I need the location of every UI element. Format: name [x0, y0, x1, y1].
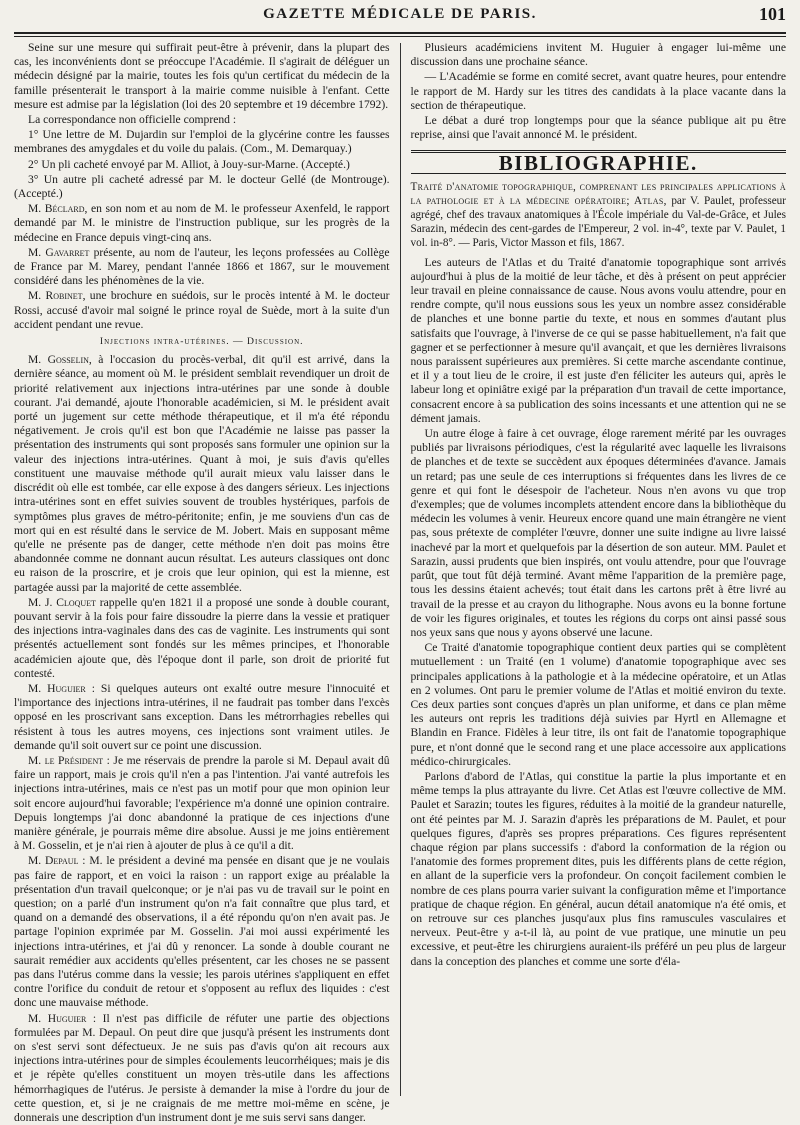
paragraph: La correspondance non officielle comprend : [28, 113, 237, 127]
paragraph [14, 289, 390, 332]
paragraph: Seine sur une mesure qui suffirait peut-être à prévenir, dans la plupart des cas, les inconvénients dont se préoccupe l'Académie. Il s'agirait de déléguer un médecin désigné par la mairie, toutes les fois qu'un certificat du médecin de la famille présenterait le transport à la mairie comme nuisible à l'enfant. Cette mesure est admise par la législation (loi des 20 septembre et 19 décembre 1792). [14, 41, 390, 111]
paragraph-text: en son nom et au nom de M. le professeur Axenfeld, le rapport demandé par M. le ministre de l'instruction publique, sur les progrès de la médecine en France depuis vingt-cinq ans. [14, 202, 390, 244]
section-heading: Injections intra-utérines. — Discussion. [99, 336, 304, 348]
paragraph: Le débat a duré trop longtemps pour que la séance publique ait pu être reprise, ainsi que l'avait annoncé M. le président. [410, 114, 786, 142]
bibliography-heading: BIBLIOGRAPHIE. [411, 150, 787, 173]
paragraph: Les auteurs de l'Atlas et du Traité d'anatomie topographique sont arrivés aujourd'hui à plus de la moitié de leur tâche, et dès à présent on peut apprécier leur travail en pleine connaissance de cause. Nous avons voulu attendre, pour en rendre compte, qu'il nous eussions sous les yeux un nombre assez considérable de planches et une bonne partie du texte, et nous en sommes d'autant plus satisfaits que l'ouvrage, à l'inverse de ce qui se passe habituellement, n'a fait que gagner et se perfectionner à mesure qu'il avançait, et que les dernières livraisons nous paraissent supérieures aux premières. Si cette marche ascendante continue, et il y a tout lieu de le croire, il est juste d'en féliciter les auteurs qui, après le labeur long et opiniâtre exigé par la préparation d'un travail de cette importance, consacrent encore à sa publication des soins incessants et une attention qui ne se dément jamais. [410, 255, 786, 425]
paragraph [14, 682, 390, 753]
paragraph [14, 202, 390, 245]
book-details: par V. Paulet, professeur agrégé, chef des travaux anatomiques à l'École impériale du Val-de-Grâce, et Jules Sarazin, médecin des cent-gardes de l'Empereur, 2 vol. in-4°, texte par V. Paulet, 1 vol. in-8°. — Paris, Victor Masson et fils, 1867. [410, 194, 786, 249]
paragraph [14, 1012, 390, 1125]
paragraph: 2° Un pli cacheté envoyé par M. Alliot, à Jouy-sur-Marne. (Accepté.) [28, 157, 350, 171]
paragraph [14, 353, 390, 594]
paragraph [14, 596, 390, 681]
paragraph-text: une brochure en suédois, sur le procès intenté à M. le docteur Rossi, accusé d'avoir mal soigné le prince royal de Suède, mort à la suite d'un accident pendant une revue. [14, 289, 390, 331]
text-columns [14, 41, 786, 1125]
paragraph: Ce Traité d'anatomie topographique contient deux parties qui se complètent mutuellement : un Traité (en 1 volume) d'anatomie topographique avec ses principales applications à la pathologie et à la médecine opératoire, et un Atlas en 2 volumes. Ont paru le premier volume de l'Atlas et moitié environ du texte. Ces deux parties sont conçues d'après un plan uniforme, et dans ce plan même les auteurs ont repris les traditions déjà suivies par Hyrtl en Allemagne et Blandin en France. Fidèles à leur titre, ils ont fait de l'anatomie topographique pure, et n'ont donné que le second rang et une place accessoire aux applications médico-chirurgicales. [410, 641, 786, 768]
paragraph-text: Si quelques auteurs ont exalté outre mesure l'innocuité et l'importance des injections intra-utérines, il ne faudrait pas tomber dans l'excès opposé en les proscrivant sans exception. Dans les métrorrhagies rebelles qui résistent à tous les autres moyens, ces injections sont vraiment utiles. Je demande qu'il soit ouvert sur ce point une discussion. [14, 681, 390, 752]
paragraph [14, 246, 390, 289]
header-rule [14, 36, 786, 37]
speaker-name: M. Depaul : [28, 854, 86, 868]
paragraph-text: Je me réservais de prendre la parole si M. Depaul avait dû faire un rapport, mais je crois qu'il n'en a pas l'intention. J'ai vanté autrefois les injections intra-utérines, mais ce n'est pas un motif pour que mon opinion leur soit encore aujourd'hui favorable; l'expérience m'a donné une opinion contraire. Depuis longtemps j'ai donc abandonné la pratique de ces injections d'une manière générale, je pourrais même dire absolue. Aussi je me joins entièrement à M. Gosselin, et je n'ai rien à ajouter de plus à ce qu'il a dit. [14, 753, 390, 853]
speaker-name: M. Béclard, [28, 202, 88, 216]
paragraph: — L'Académie se forme en comité secret, avant quatre heures, pour entendre le rapport de M. Hardy sur les titres des candidats à la place vacante dans la section de thérapeutique. [410, 70, 786, 112]
speaker-name: M. Gavarret [28, 245, 90, 259]
speaker-name: M. Gosselin, [28, 353, 92, 367]
speaker-name: M. Huguier : [28, 1011, 97, 1025]
paragraph: Parlons d'abord de l'Atlas, qui constitue la partie la plus importante et en même temps la plus attrayante du livre. Cet Atlas est l'œuvre collective de MM. Paulet et Sarazin; toutes les figures, réduites à la moitié de la grandeur naturelle, ont été peintes par M. J. Sarazin d'après les préparations de M. Paulet, et pour quelques figures, d'après ses propres préparations. Ces figures représentent chaque région par plans successifs : d'abord la conformation de la région ou l'anatomie des formes proprement dites, puis les différents plans de cette région, en allant de la superficie vers la profondeur. On conçoit facilement combien le nombre de ces plans pourra varier suivant la configuration même et l'importance pratique de chaque région. En général, aucun détail anatomique n'a été omis, et on retrouve sur ces planches jusqu'aux plus fins ramuscules vasculaires et nerveux. Peut-être y a-t-il là, au point de vue pratique, une minutie un peu excessive, et peut-être les chirurgiens auraient-ils préféré un peu plus de largeur dans la conception des planches et comme une sorte d'éla- [410, 769, 786, 968]
paragraph-text: à l'occasion du procès-verbal, dit qu'il est arrivé, dans la dernière séance, au moment où M. le président semblait revendiquer un droit de priorité relativement aux injections intra-utérines par une sonde à double courant. J'ai demandé, ajoute l'honorable académicien, si M. le président avait porté un jugement sur cette méthode thérapeutique, et il m'a été répondu négativement. Je crois qu'il est bon que l'Académie ne laisse pas passer la présentation des instruments qui sont proposés sans formuler une opinion sur la valeur des injections intra-utérines. Quant à moi, je suis d'avis qu'elles constituent une mauvaise méthode qu'il aurait mieux valu laisser dans le discrédit où elle est tombée, car elle expose à des dangers sérieux. Les injections intra-utérines sont en effet suivies souvent de troubles hystériques, parfois de symptômes plus graves de métro-péritonite; enfin, je me souviens d'un cas de mort qui en est résulté dans le service de M. Jobert. Mais en supposant même qu'elle ne présente pas de danger, cette méthode n'en doit pas moins être abandonnée comme ne donnant aucun résultat. Les auteurs classiques ont donc eu raison de la proscrire, et je crois que leur opinion, qui est la mienne, est partagée aussi par la majorité de cette assemblée. [14, 353, 390, 594]
paragraph [14, 754, 390, 853]
paragraph: 1° Une lettre de M. Dujardin sur l'emploi de la glycérine contre les fausses membranes des amygdales et du voile du palais. (Com., M. Demarquay.) [14, 128, 390, 156]
paragraph: Un autre éloge à faire à cet ouvrage, éloge rarement mérité par les ouvrages publiés par livraisons périodiques, c'est la régularité avec laquelle les livraisons de planches et de texte se succèdent aux époques déterminées d'avance. Jamais un retard; pas une seule de ces interruptions si fréquentes dans les livres de ce genre et qui font le désespoir de l'acheteur. Nous n'en avons vu que trop d'exemples; que de volumes incomplets attendent encore dans la bibliothèque du médecin les volumes à venir. Heureux encore quand une main étrangère ne vient pas, sous prétexte de compléter l'œuvre, donner une suite indigne au livre laissé inachevé par la mort et quelquefois par la désertion de son auteur. MM. Paulet et Sarazin, aussi prudents que bien inspirés, ont voulu attendre, pour que l'ouvrage parût, que tout fût déjà terminé. Avant même l'apparition de la première page, tous les dessins étaient achevés; tout était dans les cartons prêt à être livré au travail de la presse et au crayon du lithographe. Nous avons eu la bonne fortune de voir les figures originales, et toutes les régions du corps ont ainsi passé sous nos yeux sans que nous y ayons observé une lacune. [410, 427, 786, 639]
paragraph: Plusieurs académiciens invitent M. Huguier à engager lui-même une discussion dans une prochaine séance. [410, 41, 786, 69]
right-column [411, 41, 787, 1096]
paragraph [14, 854, 390, 1010]
page-number: 101 [759, 4, 786, 24]
paragraph-text: Il n'est pas difficile de réfuter une partie des objections formulées par M. Depaul. On peut dire que jusqu'à présent les instruments dont on s'est servi sont défectueux. Je ne suis pas d'avis qu'on ait recours aux injections intra-utérines pour de simples écoulements leucorrhéiques; mais je dis et je répète qu'elles constituent un moyen très-utile dans les affections hémorrhagiques de l'utérus. Je persiste à demander la mise à l'ordre du jour de cette question, et, si je ne craignais de me mettre moi-même en scène, je donnerais une description d'un instrument dont je me suis servi sans danger. [14, 1011, 390, 1125]
page-header [14, 6, 786, 34]
book-title: Traité d'anatomie topographique, comprenant les principales applications à la pathologie et à la médecine opératoire; Atlas, [410, 180, 786, 207]
speaker-name: M. le Président : [28, 753, 110, 767]
paragraph: 3° Un autre pli cacheté adressé par M. le docteur Gellé (de Montrouge). (Accepté.) [14, 172, 390, 201]
bibliographic-reference [411, 180, 787, 250]
left-column [14, 41, 390, 1125]
paragraph-text: présente, au nom de l'auteur, les leçons professées au Collège de France par M. Marey, pendant l'année 1866 et 1867, sur le mouvement considéré dans les phénomènes de la vie. [14, 245, 390, 288]
speaker-name: M. Huguier : [28, 681, 95, 695]
speaker-name: M. J. Cloquet [28, 595, 96, 609]
paragraph-text: M. le président a deviné ma pensée en disant que je ne voulais pas faire de rapport, et en voici la raison : un rapport exige au préalable la présentation d'un travail quelconque; or je n'ai pas vu de travail sur le point en question; on a parlé d'un instrument qu'on n'a fait connaître que plus tard, et quand on a demandé des observations, il a été répondu qu'on n'en avait pas. Je partage l'opinion exprimée par M. Gosselin. J'ai moi aussi expérimenté les injections intra-utérines, et j'ai dû y renoncer. La sonde à double courant ne saurait remédier aux accidents qu'elles présentent, car les choses ne se passent pas dans l'utérus comme dans la vessie; les parois utérines s'appliquent en effet contre l'orifice du conduit de retour et s'opposent au reflux des liquides : c'est donc une mauvaise méthode. [14, 854, 390, 1010]
running-title: GAZETTE MÉDICALE DE PARIS. [263, 6, 537, 22]
column-rule [400, 43, 401, 1096]
paragraph-text: rappelle qu'en 1821 il a proposé une sonde à double courant, pouvant servir à la fois pour faire dissoudre la pierre dans la vessie et pratiquer des injections intra-vaginales dans des cas de vaginite. Les instruments qui sont présentés actuellement sont fondés sur les mêmes principes, et l'honorable académicien ajoute que, dès l'époque dont il parle, son droit de priorité fut contesté. [14, 595, 390, 680]
speaker-name: M. Robinet, [28, 289, 86, 303]
